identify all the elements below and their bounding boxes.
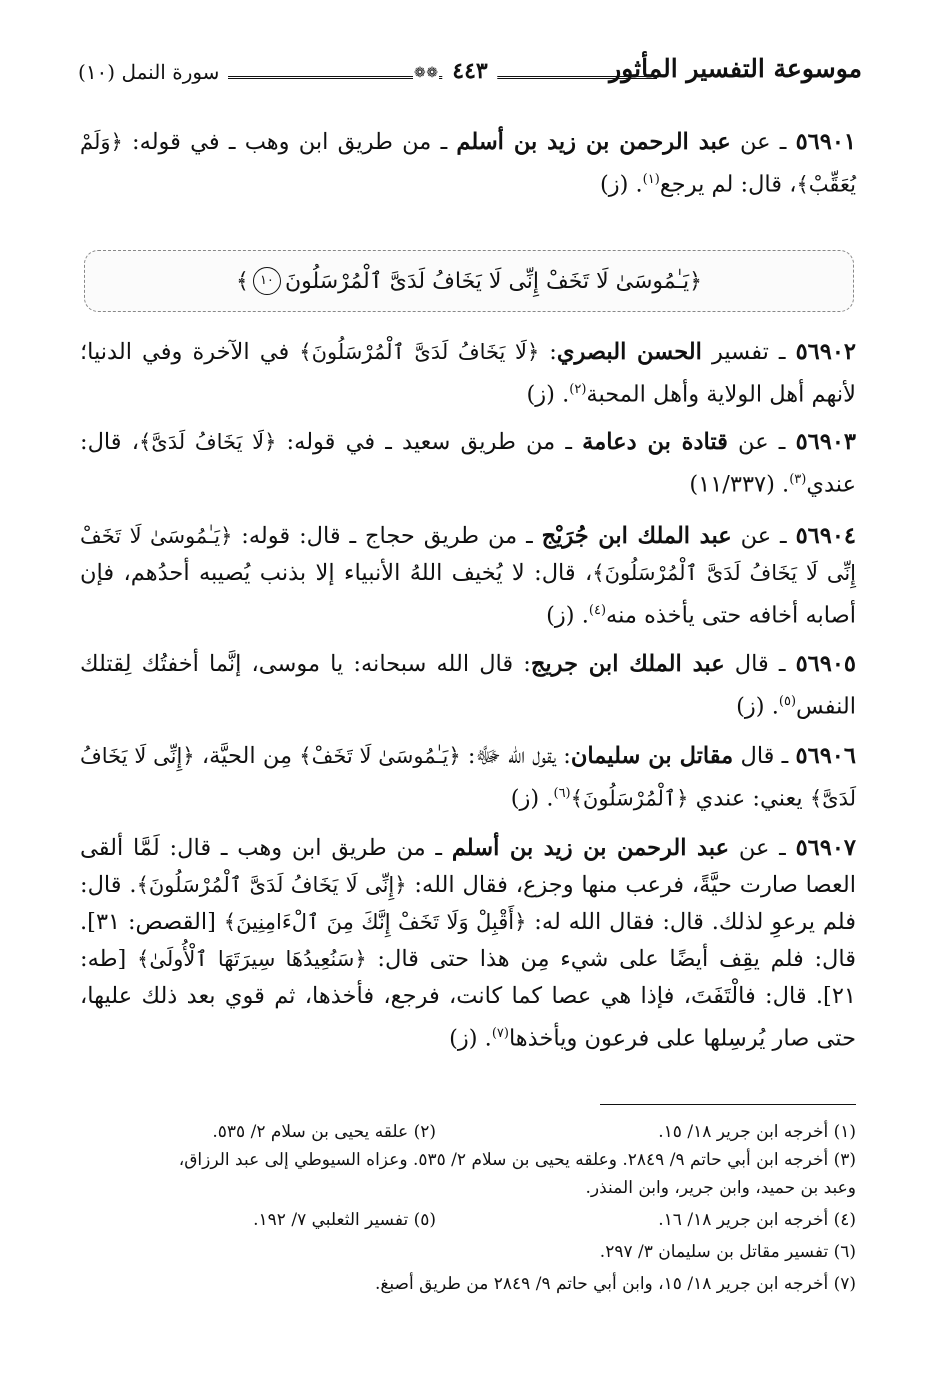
surah-title: سورة النمل (١٠) — [78, 60, 220, 84]
narrator-name: عبد الملك ابن جريج — [530, 651, 725, 677]
narration-56905: ٥٦٩٠٥ ـ قال عبد الملك ابن جريج: قال الله سبحانه: يا موسى، إنَّما أخفتُك لِقتلك النفس$^{(٥)}$. (ز) — [80, 651, 857, 720]
quran-quote: ﴿يَـٰمُوسَىٰ لَا تَخَفْ إِنِّى لَا يَخَافُ لَدَىَّ ٱلْمُرْسَلُونَ﴾ — [80, 524, 856, 585]
quran-quote: ﴿ٱلْمُرْسَلُونَ﴾ — [570, 786, 689, 811]
header-rule-left — [228, 76, 413, 79]
narration-56906: ٥٦٩٠٦ ـ قال مقاتل بن سليمان: يقول الله ﷻ: ﴿يَـٰمُوسَىٰ لَا تَخَفْ﴾ مِن الحيَّة، ﴿إِنِّى لَا يَخَافُ لَدَىَّ﴾ يعني: عندي ﴿ٱلْمُرْسَلُونَ﴾$^{(٦)}$. (ز) — [80, 743, 856, 812]
quran-quote: ﴿وَلَمْ يُعَقِّبْ﴾ — [80, 130, 856, 197]
ornament-icon: ❁ — [414, 65, 426, 81]
footnote-5: (٥) تفسير الثعلبي ٧/ ١٩٢. — [253, 1210, 436, 1230]
footnote-divider — [600, 1104, 856, 1105]
narration-number: ٥٦٩٠٥ — [795, 651, 857, 677]
footnote-ref[interactable]: (٥) — [778, 694, 797, 709]
narrator-name: عبد الرحمن بن زيد بن أسلم — [451, 835, 730, 861]
footnote-ref[interactable]: (٦) — [553, 786, 571, 801]
narration-56904: ٥٦٩٠٤ ـ عن عبد الملك ابن جُرَيْج ـ من طريق حجاج ـ قال: قوله: ﴿يَـٰمُوسَىٰ لَا تَخَفْ إِنِّى لَا يَخَافُ لَدَىَّ ٱلْمُرْسَلُونَ﴾، قال: لا يُخيف اللهُ الأنبياء إلا بذنب يُصيبه أحدُهم، فإن أصابه أخافه حتى يأخذه منه$^{(٤)}$. (ز) — [80, 523, 856, 629]
ayah-close-bracket: ﴾ — [236, 268, 249, 294]
footnote-row — [80, 1118, 856, 1146]
ayah-box — [84, 250, 854, 312]
quran-quote: ﴿يَـٰمُوسَىٰ لَا تَخَفْ﴾ — [299, 744, 461, 768]
footnote-row — [80, 1206, 856, 1234]
ayah-text: ﴿يَـٰمُوسَىٰ لَا تَخَفْ إِنِّى لَا يَخَافُ لَدَىَّ ٱلْمُرْسَلُونَ — [284, 268, 702, 294]
footnote-1: (١) أخرجه ابن جرير ١٨/ ١٥. — [658, 1122, 856, 1142]
footnote-ref[interactable]: (٢) — [569, 382, 587, 397]
footnote-3-cont: وعبد بن حميد، وابن جرير، وابن المنذر. — [585, 1178, 856, 1198]
narrator-name: عبد الملك ابن جُرَيْج — [541, 523, 732, 549]
narration-number: ٥٦٩٠٣ — [795, 429, 856, 455]
narrator-name: عبد الرحمن بن زيد بن أسلم — [456, 129, 731, 155]
narration-56901: ٥٦٩٠١ ـ عن عبد الرحمن بن زيد بن أسلم ـ من طريق ابن وهب ـ في قوله: ﴿وَلَمْ يُعَقِّبْ﴾، قال: لم يرجع$^{(١)}$. (ز) — [80, 129, 857, 198]
narration-number: ٥٦٩٠١ — [795, 129, 857, 155]
quran-quote: ﴿لَا يَخَافُ لَدَىَّ﴾ — [138, 430, 277, 454]
page-header — [78, 52, 862, 98]
narration-56902: ٥٦٩٠٢ ـ تفسير الحسن البصري: ﴿لَا يَخَافُ لَدَىَّ ٱلْمُرْسَلُونَ﴾ في الآخرة وفي الدنيا؛ لأنهم أهل الولاية وأهل المحبة$^{(٢)}$. (ز) — [80, 339, 857, 408]
narrator-name: قتادة بن دعامة — [582, 429, 728, 455]
footnote-ref[interactable]: (١) — [642, 172, 660, 187]
quran-quote: ﴿سَنُعِيدُهَا سِيرَتَهَا ٱلْأُولَىٰ﴾ — [137, 947, 367, 971]
narration-number: ٥٦٩٠٧ — [795, 835, 856, 861]
narrator-name: مقاتل بن سليمان — [570, 743, 734, 769]
footnote-ref[interactable]: (٧) — [491, 1026, 509, 1041]
narrator-name: الحسن البصري — [556, 339, 702, 365]
footnote-3: (٣) أخرجه ابن أبي حاتم ٩/ ٢٨٤٩. وعلقه يحيى بن سلام ٢/ ٥٣٥. وعزاه السيوطي إلى عبد الرزاق، — [178, 1150, 856, 1170]
footnote-ref[interactable]: (٣) — [789, 472, 807, 487]
ayah-number: ١٠ — [253, 267, 281, 295]
narration-number: ٥٦٩٠٢ — [795, 339, 857, 365]
footnote-7: (٧) أخرجه ابن جرير ١٨/ ١٥، وابن أبي حاتم ٩/ ٢٨٤٩ من طريق أصبغ. — [374, 1274, 856, 1294]
quran-quote: ﴿إِنِّى لَا يَخَافُ لَدَىَّ ٱلْمُرْسَلُونَ﴾ — [136, 873, 407, 897]
ornament-icon: ❁ — [426, 65, 438, 81]
page-number: ٤٤٣ — [442, 58, 497, 84]
quran-quote: ﴿إِنِّى لَا يَخَافُ لَدَىَّ﴾ — [80, 744, 856, 811]
footnote-4: (٤) أخرجه ابن جرير ١٨/ ١٦. — [658, 1210, 856, 1230]
narration-56903: ٥٦٩٠٣ ـ عن قتادة بن دعامة ـ من طريق سعيد ـ في قوله: ﴿لَا يَخَافُ لَدَىَّ﴾، قال: عندي$^{(٣)}$. (١١/٣٣٧) — [80, 429, 856, 498]
quran-quote: ﴿أَقْبِلْ وَلَا تَخَفْ إِنَّكَ مِنَ ٱلْءَامِنِينَ﴾ — [223, 910, 527, 934]
narration-number: ٥٦٩٠٦ — [795, 743, 856, 769]
book-title: موسوعة التفسير المأثور — [609, 54, 862, 83]
narration-number: ٥٦٩٠٤ — [795, 523, 856, 549]
footnote-ref[interactable]: (٤) — [588, 603, 607, 618]
footnote-6: (٦) تفسير مقاتل بن سليمان ٣/ ٢٩٧. — [599, 1242, 856, 1262]
quran-quote: ﴿لَا يَخَافُ لَدَىَّ ٱلْمُرْسَلُونَ﴾ — [299, 340, 540, 364]
narration-56907: ٥٦٩٠٧ ـ عن عبد الرحمن بن زيد بن أسلم ـ من طريق ابن وهب ـ قال: لَمَّا ألقى العصا صارت حيَّةً، فرعب منها وجزع، فقال الله: ﴿إِنِّى لَا يَخَافُ لَدَىَّ ٱلْمُرْسَلُونَ﴾. قال: فلم يرعوِ لذلك. قال: فقال الله له: ﴿أَقْبِلْ وَلَا تَخَفْ إِنَّكَ مِنَ ٱلْءَامِنِينَ﴾ [القصص: ٣١]. قال: فلم يقِف أيضًا على شيء مِن هذا حتى قال: ﴿سَنُعِيدُهَا سِيرَتَهَا ٱلْأُولَىٰ﴾ [طه: ٢١]. قال: فالْتَفَتَ، فإذا هي عصا كما كانت، فرجع، فأخذها، ثم قوي بعد ذلك عليها، حتى صار يُرسِلها على فرعون ويأخذها$^{(٧)}$. (ز) — [80, 835, 857, 1052]
footnote-2: (٢) علقه يحيى بن سلام ٢/ ٥٣٥. — [212, 1122, 436, 1142]
